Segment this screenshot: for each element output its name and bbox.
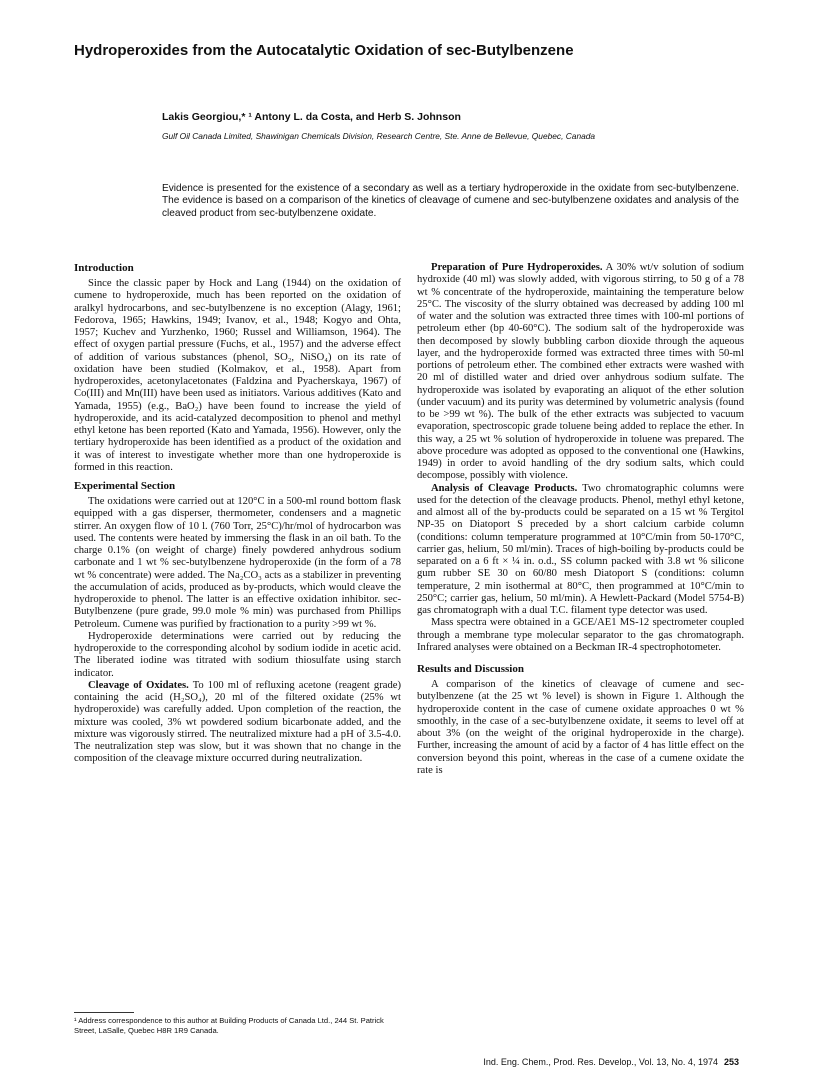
affiliation: Gulf Oil Canada Limited, Shawinigan Chemicals Division, Research Centre, Ste. Anne de Bellevue, Quebec, Canada — [162, 131, 596, 141]
preparation-runin-heading: Preparation of Pure Hydroperoxides. — [431, 262, 603, 273]
introduction-heading: Introduction — [74, 262, 134, 274]
analysis-paragraph — [417, 483, 744, 618]
mass-spectra-paragraph: Mass spectra were obtained in a GCE/AE1 MS-12 spectrometer coupled through a membrane type molecular separator to the gas chromatograph. Infrared analyses were obtained on a Beckman IR-4 spectrophotometer. — [417, 617, 744, 653]
experimental-paragraph-2: Hydroperoxide determinations were carried out by reducing the hydroperoxide to the corresponding alcohol by sodium iodide in acetic acid. The liberated iodine was titrated with sodium thiosulfate using starch indicator. — [74, 630, 401, 679]
footnote: ¹ Address correspondence to this author at Building Products of Canada Ltd., 244 St. Patrick Street, LaSalle, Quebec H8R 1R9 Canada. — [74, 1016, 384, 1035]
experimental-heading: Experimental Section — [74, 480, 176, 492]
cleavage-paragraph — [74, 680, 401, 766]
cleavage-runin-heading: Cleavage of Oxidates. — [88, 679, 189, 691]
author-list: Lakis Georgiou,* ¹ Antony L. da Costa, and Herb S. Johnson — [162, 111, 461, 123]
results-paragraph: A comparison of the kinetics of cleavage of cumene and sec-butylbenzene (at the 25 wt % level) is shown in Figure 1. Although the hydroperoxide content in the case of cumene oxidate approaches 0 wt % smoothly, in the case of a sec-butylbenzene oxidate, it seems to level off at about 3% (on the weight of the original hydroperoxide in the charge). Further, increasing the amount of acid by a factor of 4 has little effect on the conversion beyond this point, whereas in the case of a cumene oxidate the rate is — [417, 679, 744, 776]
left-column — [74, 262, 401, 766]
introduction-paragraph: Since the classic paper by Hock and Lang (1944) on the oxidation of cumene to hydroperoxide, much has been reported on the oxidation of aralkyl hydrocarbons, and sec-butylbenzene is no exception (Alagy, 1961; Fedorova, 1965; Hawkins, 1949; Ivanov, et al., 1948; Kogyo and Ohta, 1957; Kuchev and Yurzhenko, 1960; Russel and Williamson, 1964). The effect of oxygen partial pressure (Fuchs, et al., 1957) and the adverse effect of addition of various substances (phenol, SO₂, NiSO₄) on its rate of oxidation have been studied (Kolmakov, et al., 1958). Apart from hydroperoxides, acetonylacetonates (Faldzina and Pyacherskaya, 1967) of Co(III) and Mn(III) have been used as initiators. Various additives (Kato and Yamada, 1955) (e.g., BaO₂) have been found to increase the yield of hydroperoxide, and its acid-catalyzed decomposition to phenol and methyl ethyl ketone has been reported (Kato and Yamada, 1956). However, only the tertiary hydroperoxide has been identified as a product of the oxidation and it was of interest to investigate whether more than one hydroperoxide is formed in this reaction. — [74, 278, 401, 473]
paper-title: Hydroperoxides from the Autocatalytic Oxidation of sec-Butylbenzene — [74, 42, 574, 59]
experimental-paragraph-1: The oxidations were carried out at 120°C in a 500-ml round bottom flask equipped with a gas disperser, thermometer, condensers and a magnetic stirrer. An oxygen flow of 10 l. (760 Torr, 25°C)/hr/mol of hydrocarbon was used. The contents were heated by immersing the flask in an oil bath. To the charge 0.1% (on weight of charge) finely powdered anhydrous sodium carbonate and 1 wt % sec-butylbenzene hydroperoxide (in the form of a 78 wt % concentrate) were added. The Na₂CO₃ acts as a stabilizer in preventing the accumulation of acids, produced as by-products, which would cleave the hydroperoxide to phenol. The latter is an effective oxidation inhibitor. sec-Butylbenzene (pure grade, 99.0 mole % min) was purchased from Phillips Petroleum. Cumene was purified by fractionation to a purity >99 wt %. — [74, 496, 401, 630]
cleavage-text: To 100 ml of refluxing acetone (reagent grade) containing the acid (H₂SO₄), 20 ml of the filtered oxidate (25% wt hydroperoxide) was carefully added. Upon completion of the reaction, the mixture was cooled, 3% wt powdered sodium bicarbonate added, and the mixture was vigorously stirred. The neutralized mixture had a pH of 3.5-4.0. The neutralization step was slow, but it was shown that no change in the composition of the cleavage mixture occurred during neutralization. — [74, 679, 401, 765]
analysis-text: Two chromatographic columns were used for the detection of the cleavage products. Phenol, methyl ethyl ketone, and almost all of the by-products could be separated on a 15 wt % Tergitol NP-35 on Diatoport S preceded by a short calcium carbide column (conditions: column temperature programmed at 10°C/min from 50-170°C, carrier gas, helium, 50 ml/min). Traces of high-boiling by-products could be separated on a 6 ft × ¼ in. o.d., SS column packed with 3.8 wt % silicone gum rubber SE 30 on 60/80 mesh Diatoport S (conditions: column temperature, 2 min isothermal at 80°C, then programmed at 10°C/min to 250°C; carrier gas, helium, 50 ml/min). A Hewlett-Packard (Model 5754-B) gas chromatograph with a dual T.C. filament type detector was used. — [417, 482, 744, 616]
abstract: Evidence is presented for the existence of a secondary as well as a tertiary hydroperoxide in the oxidate from sec-butylbenzene. The evidence is based on a comparison of the kinetics of cleavage of cumene and sec-butylbenzene oxidates and analysis of the cleaved product from sec-butylbenzene oxidate. — [162, 183, 739, 219]
footnote-rule — [74, 1012, 134, 1013]
page-number: 253 — [723, 1057, 739, 1067]
journal-citation: Ind. Eng. Chem., Prod. Res. Develop., Vol. 13, No. 4, 1974 — [483, 1057, 718, 1067]
results-heading: Results and Discussion — [417, 663, 524, 675]
preparation-text: A 30% wt/v solution of sodium hydroxide (40 ml) was slowly added, with vigorous stirring, to 50 g of a 78 wt % concentrate of the hydroperoxide, maintaining the temperature below 25°C. The viscosity of the slurry obtained was decreased by adding 100 ml of water and the solution was extracted three times with 100-ml portions of petroleum ether (bp 40-60°C). The sodium salt of the hydroperoxide was then decomposed by slowly bubbling carbon dioxide through the aqueous layer, and the hydroperoxide formed was extracted three times with 50-ml portions of petroleum ether. The combined ether extracts were washed with 20 ml of distilled water and dried over anhydrous sodium sulfate. The hydroperoxide was isolated by evaporating an aliquot of the ether solution (under vacuum) and its purity was determined by volumetric analysis (found to be >99 wt %). The bulk of the ether extracts was subjected to vacuum evaporation, spectroscopic grade toluene being added to replace the ether. In this way, a 25 wt % solution of hydroperoxide in toluene was prepared. The above procedure was adopted as opposed to the conventional one (Hawkins, 1949) in order to avoid handling of the dry sodium salts, which could decompose, possibly with violence. — [417, 262, 744, 482]
preparation-paragraph — [417, 262, 744, 483]
right-column — [417, 262, 744, 777]
page-footer — [483, 1057, 739, 1067]
analysis-runin-heading: Analysis of Cleavage Products. — [431, 482, 578, 494]
